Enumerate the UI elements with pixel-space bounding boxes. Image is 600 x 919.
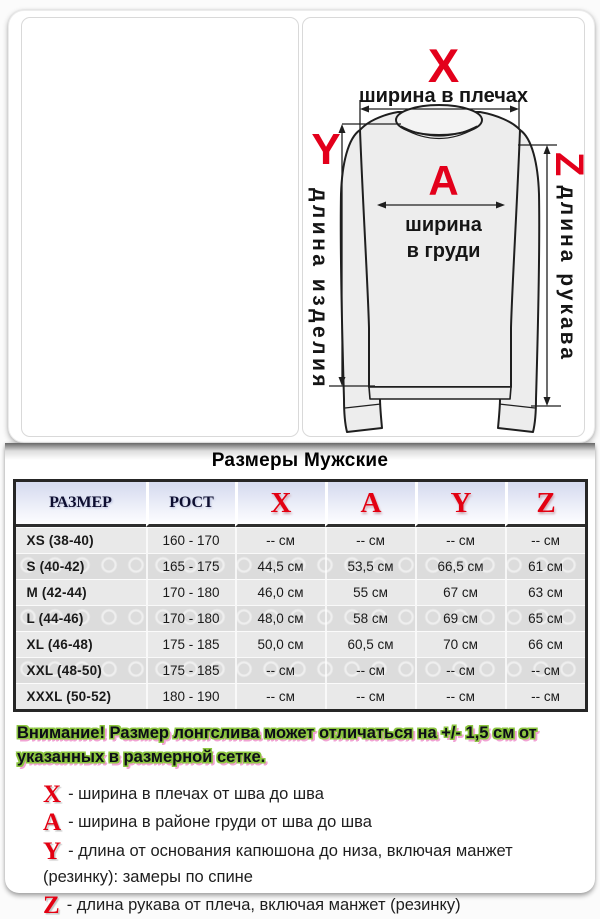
diagram-letter-a: A xyxy=(428,157,459,204)
column-header-a: A xyxy=(325,482,415,527)
legend-item-a xyxy=(43,810,575,836)
legend-letter-y: Y xyxy=(43,837,62,865)
legend-item-x xyxy=(43,782,575,808)
table-row: XS (38-40) 160 - 170 -- см -- см -- см -- см xyxy=(16,527,585,553)
diagram-label-sleeve-length: длина рукава xyxy=(556,185,579,362)
legend-letter-z: Z xyxy=(43,892,60,919)
diagram-label-chest-width: ширина в груди xyxy=(405,214,482,262)
product-images-card xyxy=(8,10,595,443)
longsleeve-measurement-diagram xyxy=(303,18,591,436)
table-row: L (44-46) 170 - 180 48,0 см 58 см 69 см 65 см xyxy=(16,605,585,631)
measurement-legend xyxy=(43,782,575,919)
photo-panel-empty xyxy=(21,17,299,437)
legend-letter-x: X xyxy=(43,780,62,808)
table-row: XXL (48-50) 175 - 185 -- см -- см -- см -- см xyxy=(16,657,585,683)
legend-text-a: - ширина в районе груди от шва до шва xyxy=(68,813,372,832)
size-table-header-row xyxy=(16,482,585,527)
measurement-diagram-panel xyxy=(302,17,591,437)
table-row: M (42-44) 170 - 180 46,0 см 55 см 67 см 63 см xyxy=(16,579,585,605)
size-table-title: Размеры Мужские xyxy=(211,450,389,471)
legend-item-z xyxy=(43,893,575,919)
diagram-letter-x: X xyxy=(427,39,460,92)
column-header-x: X xyxy=(235,482,325,527)
table-row: XXXL (50-52) 180 - 190 -- см -- см -- см -- см xyxy=(16,683,585,709)
legend-item-y xyxy=(43,839,575,890)
legend-letter-a: A xyxy=(43,809,62,837)
legend-text-x: - ширина в плечах от шва до шва xyxy=(68,784,324,803)
legend-text-y: - длина от основания капюшона до низа, включая манжет (резинку): замеры по спине xyxy=(43,841,513,886)
diagram-letter-y: Y xyxy=(311,125,341,174)
column-header-y: Y xyxy=(415,482,505,527)
size-table xyxy=(13,479,588,712)
column-header-size: РАЗМЕР xyxy=(16,482,146,527)
legend-text-z: - длина рукава от плеча, включая манжет (резинку) xyxy=(66,896,461,915)
size-tolerance-notice: Внимание! Размер лонгслива может отличаться на +/- 1,5 см от указанных в размерной сетке. xyxy=(17,724,537,766)
diagram-label-shoulder-width: ширина в плечах xyxy=(358,85,529,107)
column-header-height: РОСТ xyxy=(146,482,235,527)
size-chart-card xyxy=(5,443,595,919)
diagram-letter-z: Z xyxy=(547,152,591,177)
diagram-label-garment-length: длина изделия xyxy=(308,188,331,391)
table-row: S (40-42) 165 - 175 44,5 см 53,5 см 66,5 см 61 см xyxy=(16,553,585,579)
table-row: XL (46-48) 175 - 185 50,0 см 60,5 см 70 см 66 см xyxy=(16,631,585,657)
diagram-z-group xyxy=(546,152,591,414)
column-header-z: Z xyxy=(505,482,585,527)
